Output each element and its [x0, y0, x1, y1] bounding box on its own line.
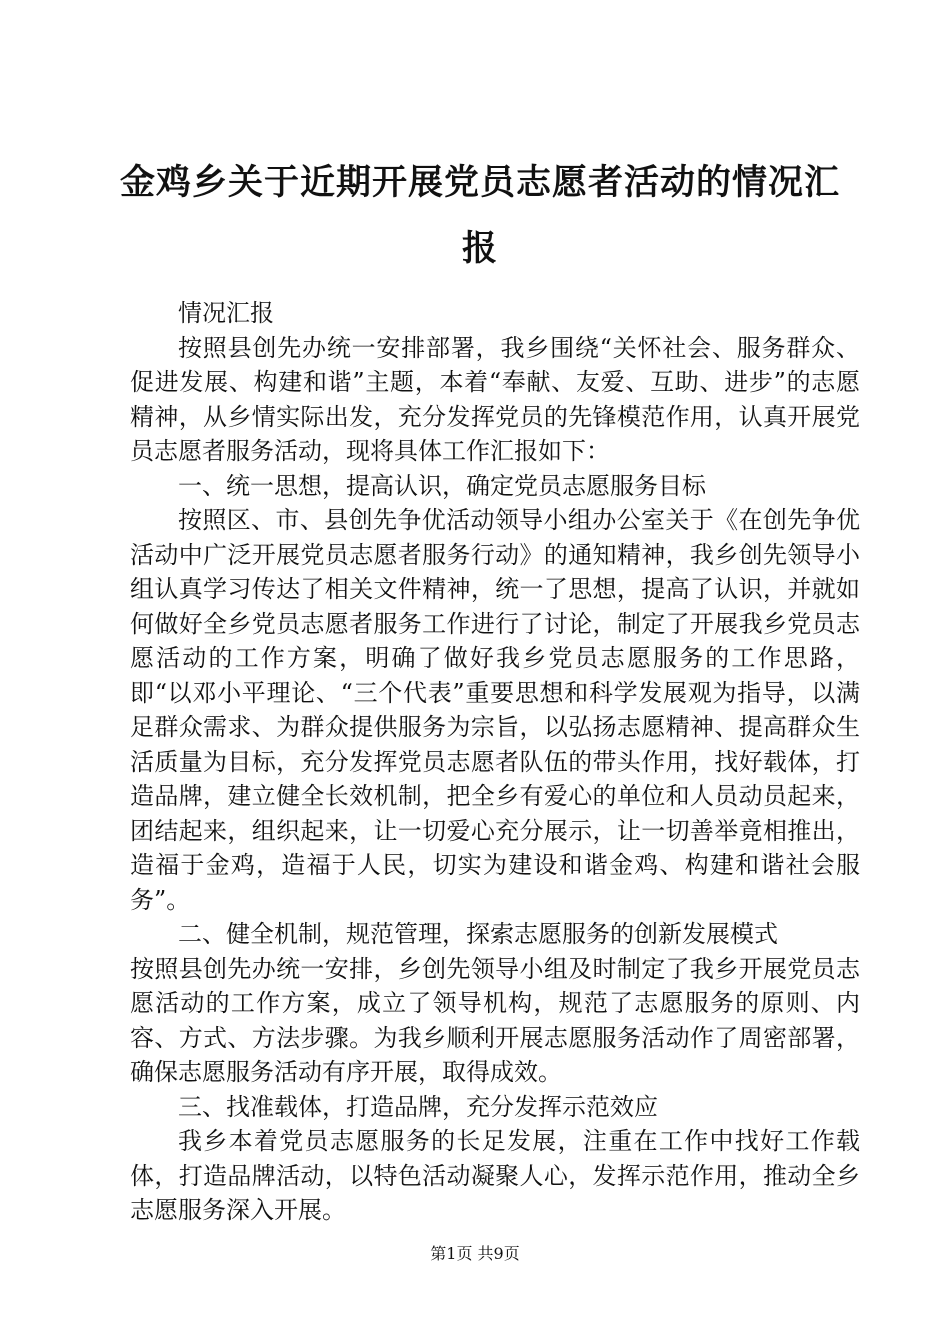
document-body: [130, 296, 860, 1228]
page-number-footer: 第1页 共9页: [430, 1244, 520, 1263]
section-heading-3: 三、找准载体，打造品牌，充分发挥示范效应: [178, 1092, 658, 1121]
section-3-paragraph: 我乡本着党员志愿服务的长足发展，注重在工作中找好工作载体，打造品牌活动，以特色活动凝聚人心，发挥示范作用，推动全乡志愿服务深入开展。: [130, 1127, 860, 1224]
section-heading-1: 一、统一思想，提高认识，确定党员志愿服务目标: [178, 471, 706, 500]
section-heading-2: 二、健全机制，规范管理，探索志愿服务的创新发展模式: [178, 920, 778, 948]
intro-paragraph: 按照县创先办统一安排部署，我乡围绕“关怀社会、服务群众、促进发展、构建和谐”主题，本着“奉献、友爱、互助、进步”的志愿精神，从乡情实际出发，充分发挥党员的先锋模范作用，认真开展党员志愿者服务活动，现将具体工作汇报如下：: [130, 333, 860, 465]
section-label: 情况汇报: [178, 299, 274, 327]
section-2-paragraph: 按照县创先办统一安排，乡创先领导小组及时制定了我乡开展党员志愿活动的工作方案，成立了领导机构，规范了志愿服务的原则、内容、方式、方法步骤。为我乡顺利开展志愿服务活动作了周密部署，确保志愿服务活动有序开展，取得成效。: [130, 954, 860, 1086]
section-1-paragraph: 按照区、市、县创先争优活动领导小组办公室关于《在创先争优活动中广泛开展党员志愿者服务行动》的通知精神，我乡创先领导小组认真学习传达了相关文件精神，统一了思想，提高了认识，并就如何做好全乡党员志愿者服务工作进行了讨论，制定了开展我乡党员志愿活动的工作方案，明确了做好我乡党员志愿服务的工作思路，即“以邓小平理论、“三个代表”重要思想和科学发展观为指导，以满足群众需求、为群众提供服务为宗旨，以弘扬志愿精神、提高群众生活质量为目标，充分发挥党员志愿者队伍的带头作用，找好载体，打造品牌，建立健全长效机制，把全乡有爱心的单位和人员动员起来，团结起来，组织起来，让一切爱心充分展示，让一切善举竟相推出，造福于金鸡，造福于人民，切实为建设和谐金鸡、构建和谐社会服务”。: [130, 506, 860, 914]
document-title: 金鸡乡关于近期开展党员志愿者活动的情况汇报: [120, 162, 841, 269]
